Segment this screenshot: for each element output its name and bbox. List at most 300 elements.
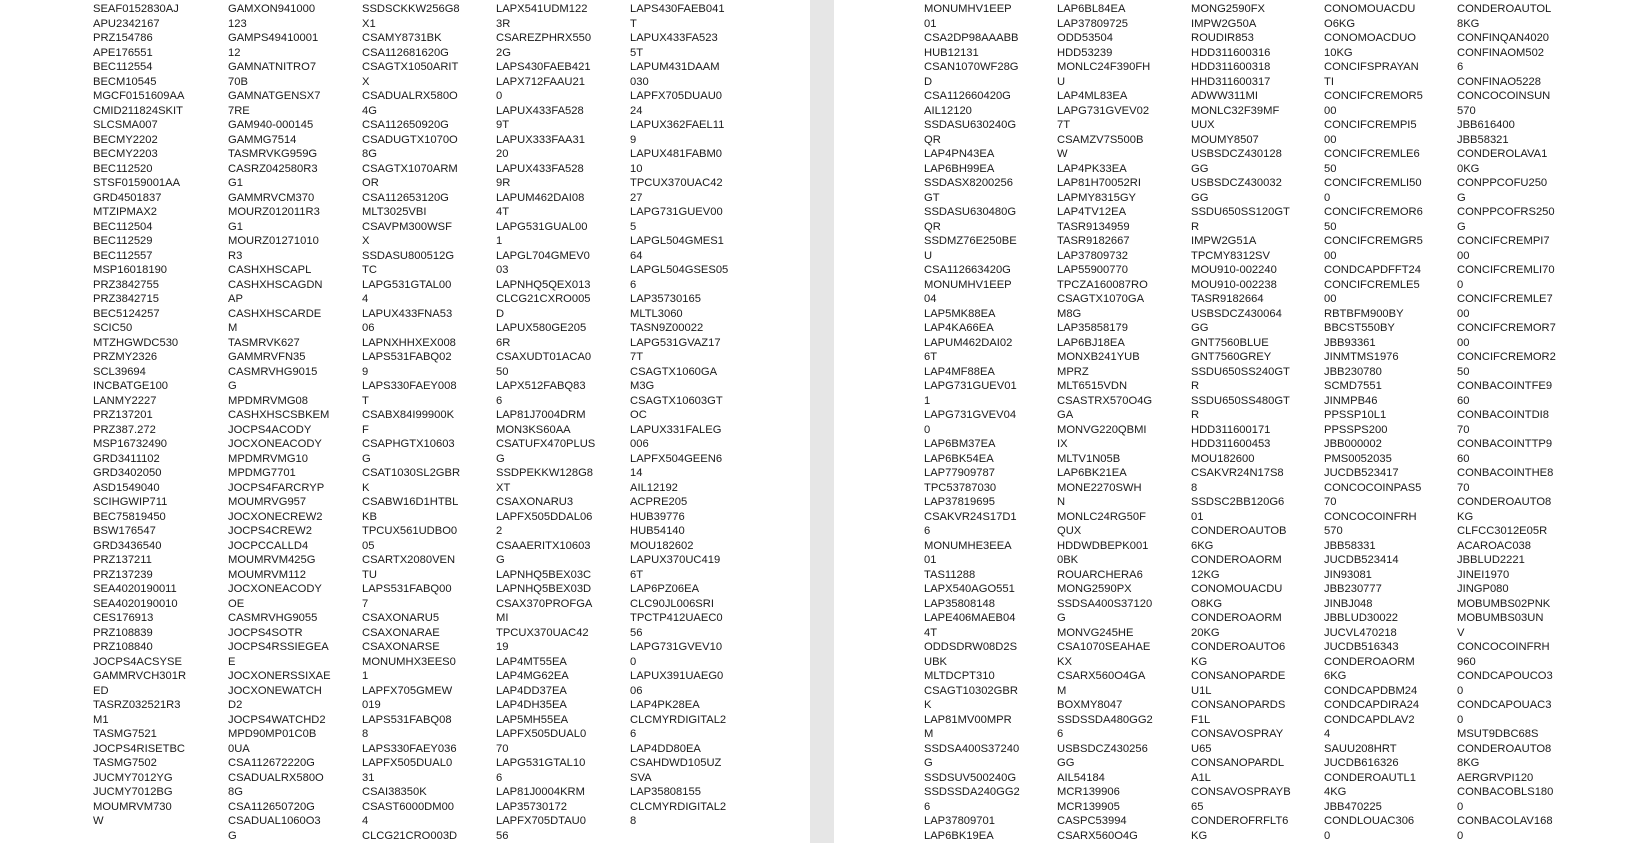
code-line: 10 (630, 162, 643, 175)
code-line: G (496, 554, 505, 566)
code-line: BEC5124257 (93, 307, 160, 320)
code-line: STSF0159001AA (93, 177, 181, 189)
code-line: CSAI38350K (362, 786, 427, 798)
code-line: K (362, 481, 370, 494)
code-line: 6KG (1191, 539, 1214, 552)
code-line: CSAXONARU3 (496, 496, 574, 508)
code-line: CSAN1070WF28G (924, 61, 1019, 73)
code-line: X1 (362, 17, 376, 30)
code-line: SVA (630, 771, 652, 784)
code-line: LAPX712FAAU21 (496, 75, 585, 88)
code-line: 3R (496, 17, 511, 30)
code-line: LAPG531GUAL00 (496, 220, 588, 233)
code-line: 123 (228, 17, 247, 30)
code-line: 31 (362, 771, 375, 784)
code-line: D (924, 75, 933, 88)
code-line: 56 (496, 829, 509, 842)
code-line: R (1191, 380, 1200, 392)
code-line: JOCPS4CREW2 (228, 525, 312, 537)
code-line: LAPS330FAEY008 (362, 380, 457, 392)
code-line: GG (1191, 162, 1209, 175)
code-line: CONDEROAUTL1 (1324, 771, 1417, 784)
code-line: CONDEROLAVA1 (1457, 148, 1548, 160)
code-line: CSAXONARAE (362, 626, 440, 639)
code-line: 6 (1057, 728, 1064, 740)
code-line: 4G (362, 104, 377, 117)
code-line: CSAKVR24S17D1 (924, 510, 1017, 523)
code-line: M1 (93, 713, 109, 726)
code-line: LAPUX331FALEG (630, 423, 722, 436)
code-line: LAP6BH99EA (924, 162, 995, 175)
code-line: LAPG731GVEV10 (630, 641, 723, 653)
code-line: KG (1191, 829, 1208, 842)
code-line: LAPG531GTAL10 (496, 757, 586, 769)
code-line: LAPUM462DAI02 (924, 336, 1013, 349)
code-line: 00 (1324, 133, 1337, 146)
code-line: CONFINQAN4020 (1457, 32, 1550, 44)
code-line: LAPFX505DDAL06 (496, 510, 593, 523)
left-column-5 (630, 2, 728, 829)
code-line: 70B (228, 75, 248, 88)
code-line: CASPC53994 (1057, 815, 1127, 827)
code-line: LAP81MV00MPR (924, 713, 1012, 726)
code-line: CONDEROAORM (1324, 655, 1415, 668)
code-line: CONDEROAUTO8 (1457, 742, 1552, 755)
code-line: JINMTMS1976 (1324, 351, 1399, 363)
code-line: SSDASU630480G (924, 206, 1017, 218)
code-line: LANMY2227 (93, 394, 157, 407)
code-line: 0 (1457, 800, 1464, 813)
code-line: LAP37809701 (924, 815, 995, 827)
code-line: CSARTX2080VEN (362, 554, 456, 566)
code-line: 70 (496, 742, 509, 755)
code-line: 0 (630, 655, 637, 668)
code-line: 4T (924, 626, 938, 639)
code-line: QR (924, 133, 941, 146)
code-line: LAP4PK33EA (1057, 162, 1127, 175)
code-line: E (228, 655, 236, 668)
code-line: 64 (630, 249, 643, 262)
code-line: JOCXONEACODY (228, 438, 322, 450)
code-line: CASHXHSCAPL (228, 264, 312, 276)
code-line: BEC112529 (93, 235, 153, 247)
code-line: CONBACOINTTP9 (1457, 438, 1553, 450)
code-line: MONUMHV1EEP (924, 278, 1012, 291)
code-line: MOUMRVM112 (228, 568, 306, 581)
code-line: CASHXHSCARDE (228, 307, 322, 320)
code-line: G (1457, 191, 1466, 204)
code-line: SEA4020190010 (93, 597, 178, 610)
code-line: LAP6BM37EA (924, 438, 996, 450)
code-line: GG (1057, 757, 1075, 769)
code-line: CONDEROAORM (1191, 554, 1282, 566)
code-line: LAPG531GVAZ17 (630, 336, 721, 349)
code-line: HDD53239 (1057, 46, 1113, 59)
code-line: TAS11288 (924, 568, 976, 581)
code-line: LAP6BK21EA (1057, 467, 1127, 479)
right-column-2 (1057, 2, 1153, 843)
code-line: 14 (630, 467, 643, 479)
code-line: MOUMRVM425G (228, 554, 316, 566)
code-line: CONBACOLAV168 (1457, 815, 1553, 827)
code-line: JBB93361 (1324, 336, 1376, 349)
code-line: AP (228, 293, 243, 305)
code-line: 4 (362, 815, 369, 827)
code-line: SEA4020190011 (93, 583, 177, 595)
code-line: LAP35858179 (1057, 322, 1128, 334)
code-line: AIL54184 (1057, 771, 1105, 784)
code-line: SEAF0152830AJ (93, 3, 179, 15)
code-line: 6R (496, 336, 511, 349)
code-line: CSAST6000DM00 (362, 800, 455, 813)
code-line: GG (1191, 191, 1209, 204)
code-line: JOCPS4WATCHD2 (228, 713, 326, 726)
code-line: MOUMRVM730 (93, 800, 172, 813)
code-line: CONCOCOINFRH (1457, 641, 1550, 653)
code-line: CSAXONARSE (362, 641, 440, 653)
code-line: 4 (362, 293, 369, 305)
code-line: CONDEROFRFLT6 (1191, 815, 1289, 827)
code-line: JOCXONEACODY (228, 583, 322, 595)
code-line: CONCOCOINSUN (1457, 90, 1551, 102)
code-line: CONCIFCREMOR6 (1324, 206, 1423, 218)
code-line: 8 (630, 815, 637, 827)
code-line: AIL12120 (924, 104, 972, 117)
code-line: LAP4PK28EA (630, 699, 700, 711)
code-line: 56 (630, 626, 643, 639)
code-line: JUCDB516343 (1324, 641, 1399, 653)
code-line: 8 (362, 728, 369, 740)
code-line: 0 (1457, 278, 1464, 291)
code-line: MOUMY8507 (1191, 133, 1259, 146)
code-line: CSADUAL1060O3 (228, 815, 321, 827)
code-line: GRD3411102 (93, 452, 160, 465)
code-line: TPCUX370UAC42 (630, 177, 723, 189)
code-line: 0KG (1457, 162, 1480, 175)
code-line: D2 (228, 699, 243, 711)
code-line: LAP35808148 (924, 597, 995, 610)
code-line: GA (1057, 409, 1074, 421)
code-line: MPD90MP01C0B (228, 728, 317, 740)
code-line: BEC112557 (93, 249, 153, 262)
code-line: LAPG531GTAL00 (362, 278, 452, 291)
code-line: CONDCAPDIRA24 (1324, 699, 1420, 711)
code-line: TASRZ032521R3 (93, 699, 181, 711)
code-line: MONG2590PX (1057, 583, 1132, 595)
code-line: JOCPS4RISETBC (93, 742, 186, 755)
code-line: CONCIFSPRAYAN (1324, 61, 1419, 73)
code-line: AERGRVPI120 (1457, 771, 1534, 784)
code-line: BEC112520 (93, 162, 153, 175)
code-line: JUCMY7012BG (93, 786, 173, 798)
code-line: MONG2590FX (1191, 3, 1265, 15)
code-line: TPCUX370UAC42 (496, 626, 589, 639)
right-column-3 (1191, 2, 1291, 843)
code-line: BEC112504 (93, 220, 153, 233)
code-line: CSAGTX1060GA (630, 365, 718, 378)
code-line: OC (630, 409, 647, 421)
code-line: TPCUX561UDBO0 (362, 525, 458, 537)
code-line: IX (1057, 438, 1068, 450)
code-line: LAPGL704GMEV0 (496, 249, 590, 262)
code-line: 0BK (1057, 554, 1079, 566)
code-line: LAPNXHHXEX008 (362, 336, 456, 349)
code-line: CSA2DP98AAABB (924, 32, 1019, 44)
code-line: TPCTP412UAEC0 (630, 612, 723, 624)
code-line: 1 (496, 235, 503, 247)
code-line: TASMRVK627 (228, 336, 300, 349)
right-page (834, 0, 1628, 843)
code-line: CASHXHSCAGDN (228, 278, 323, 291)
code-line: MOBUMBS02PNK (1457, 597, 1551, 610)
code-line: CSA112653120G (362, 191, 449, 204)
code-line: LAP6BK54EA (924, 452, 994, 465)
code-line: PPSSP10L1 (1324, 409, 1387, 421)
code-line: LAP37809725 (1057, 17, 1128, 30)
code-line: TASMG7521 (93, 728, 157, 740)
code-line: GAMMRVFN35 (228, 351, 306, 363)
code-line: V (1457, 626, 1465, 639)
code-line: LAPUX580GE205 (496, 322, 587, 334)
code-line: MPDMRVMG08 (228, 394, 308, 407)
code-line: CSAGTX10603GT (630, 394, 723, 407)
code-line: 20KG (1191, 626, 1220, 639)
code-line: MONUMHE3EEA (924, 539, 1012, 552)
code-line: TASMG7502 (93, 757, 157, 769)
code-line: JBB58321 (1457, 133, 1509, 146)
code-line: SSDMZ76E250BE (924, 235, 1017, 247)
code-line: MOU910-002238 (1191, 278, 1277, 291)
code-line: PRZ3842755 (93, 278, 159, 291)
code-line: TU (362, 568, 377, 581)
code-line: ROUDIR853 (1191, 32, 1254, 44)
code-line: LAP4TV12EA (1057, 206, 1127, 218)
code-line: CES176913 (93, 612, 154, 624)
code-line: TC (362, 264, 377, 276)
code-line: CSAMZV7S500B (1057, 133, 1144, 146)
code-line: LAPX540AGO551 (924, 583, 1015, 595)
code-line: CSAAERITX10603 (496, 539, 591, 552)
code-line: F (362, 423, 369, 436)
code-line: 60 (1457, 394, 1470, 407)
code-line: 5 (630, 220, 637, 233)
code-line: OR (362, 177, 379, 189)
code-line: MLTV1N05B (1057, 452, 1121, 465)
code-line: CONCOCOINFRH (1324, 510, 1417, 523)
code-line: JBB230777 (1324, 583, 1382, 595)
code-line: 01 (1191, 510, 1204, 523)
code-line: LAPGL504GSES05 (630, 264, 729, 276)
code-line: TI (1324, 75, 1334, 88)
code-line: CONBACOBLS180 (1457, 786, 1554, 798)
left-column-4 (496, 2, 595, 843)
code-line: G1 (228, 177, 243, 189)
code-line: MLT3025VBI (362, 206, 427, 218)
code-line: CONSANOPARDL (1191, 757, 1285, 769)
code-line: CSA112672220G (228, 757, 315, 769)
code-line: JBB000002 (1324, 438, 1382, 450)
code-line: SSDSA400S37120 (1057, 597, 1153, 610)
code-line: 6 (924, 525, 931, 537)
code-line: CONOMOUACDU (1324, 3, 1416, 15)
code-line: USBSDCZ430256 (1057, 742, 1148, 755)
code-line: LAP81J7004DRM (496, 409, 586, 421)
left-column-3 (362, 2, 460, 843)
code-line: T (362, 394, 369, 407)
right-column-5 (1457, 2, 1556, 843)
code-line: PRZ108840 (93, 641, 153, 653)
code-line: CONBACOINTHE8 (1457, 467, 1554, 479)
code-line: PRZ137211 (93, 554, 152, 566)
code-line: 570 (1324, 525, 1343, 537)
code-line: HUB39776 (630, 510, 685, 523)
code-line: 12 (228, 46, 241, 59)
code-line: HDDWDBEPK001 (1057, 539, 1149, 552)
code-line: PRZMY2326 (93, 351, 158, 363)
code-line: 10KG (1324, 46, 1353, 59)
code-line: 6KG (1324, 670, 1347, 682)
code-line: 00 (1324, 293, 1337, 305)
code-line: CSAX370PROFGA (496, 597, 593, 610)
code-line: 50 (1324, 220, 1337, 233)
code-line: ADWW311MI (1191, 90, 1258, 102)
code-line: LAPS330FAEY036 (362, 742, 457, 755)
code-line: JBB616400 (1457, 119, 1515, 131)
code-line: 70 (1324, 496, 1337, 508)
code-line: TASR9182664 (1191, 293, 1264, 305)
code-line: 8G (228, 786, 243, 798)
code-line: CONDLOUAC306 (1324, 815, 1415, 827)
code-line: U1L (1191, 684, 1212, 697)
code-line: CONDCAPOUCO3 (1457, 670, 1553, 682)
code-line: X (362, 75, 370, 88)
code-line: SSDPEKKW128G8 (496, 467, 594, 479)
code-line: LAP4MT55EA (496, 655, 567, 668)
code-line: JOCXONEWATCH (228, 684, 322, 697)
code-line: 7 (362, 597, 369, 610)
code-line: CONBACOINTDI8 (1457, 409, 1549, 421)
code-line: XT (496, 481, 511, 494)
code-line: CSAREZPHRX550 (496, 32, 592, 44)
code-line: CSAGT10302GBR (924, 684, 1018, 697)
code-line: SSDU650SS240GT (1191, 365, 1290, 378)
code-line: 20 (496, 148, 509, 160)
code-line: GT (924, 191, 940, 204)
code-line: MONVG220QBMI (1057, 423, 1147, 436)
code-line: LAP37819695 (924, 496, 995, 508)
code-line: CSAPHGTX10603 (362, 438, 455, 450)
code-line: CSAHDWD105UZ (630, 757, 722, 769)
code-line: JINGP080 (1457, 583, 1509, 595)
code-line: 0 (1457, 713, 1464, 726)
code-line: CSAXUDT01ACA0 (496, 351, 592, 363)
code-line: 01 (924, 17, 937, 30)
code-line: SSDU650SS480GT (1191, 394, 1290, 407)
code-line: MSUT9DBC68S (1457, 728, 1539, 740)
code-line: G (228, 829, 237, 842)
code-line: 006 (630, 438, 649, 450)
code-line: ODD53504 (1057, 32, 1113, 44)
code-line: LAP4MG62EA (496, 670, 569, 682)
code-line: 5T (630, 46, 644, 59)
code-line: SSDASU630240G (924, 119, 1017, 131)
code-line: 06 (362, 322, 375, 334)
code-line: JOCXONERSSIXAE (228, 670, 331, 682)
code-line: MPRZ (1057, 365, 1089, 378)
code-line: IMPW2G51A (1191, 235, 1257, 247)
code-line: LAP37809732 (1057, 249, 1128, 262)
code-line: JINEI1970 (1457, 568, 1510, 581)
code-line: JBB230780 (1324, 365, 1382, 378)
code-line: LAPX512FABQ83 (496, 380, 586, 392)
code-line: LAP6BJ18EA (1057, 336, 1125, 349)
code-line: 2G (496, 46, 511, 59)
code-line: 9T (496, 119, 510, 131)
code-line: AIL12192 (630, 481, 678, 494)
code-line: CSA1070SEAHAE (1057, 641, 1151, 653)
code-line: 4 (1324, 728, 1331, 740)
code-line: PRZ137239 (93, 568, 153, 581)
code-line: 50 (1457, 365, 1470, 378)
code-line: MGCF0151609AA (93, 90, 185, 102)
right-column-1 (924, 2, 1020, 843)
code-line: 1 (924, 394, 931, 407)
code-line: LAPUM462DAI08 (496, 191, 585, 204)
code-line: CSAMY8731BK (362, 32, 442, 44)
code-line: IMPW2G50A (1191, 17, 1257, 30)
code-line: R3 (228, 249, 243, 262)
code-line: CSADUALRX580O (228, 771, 324, 784)
code-line: LAP55900770 (1057, 264, 1128, 276)
code-line: HUB12131 (924, 46, 979, 59)
code-line: JOCPS4ACSYSE (93, 655, 182, 668)
code-line: 04 (924, 293, 937, 305)
code-line: 4T (496, 206, 510, 218)
code-line: 0 (1324, 191, 1331, 204)
code-line: SSDSCKKW256G8 (362, 3, 460, 15)
code-line: PPSSPS200 (1324, 423, 1388, 436)
code-line: 6 (630, 278, 637, 291)
code-line: 03 (496, 264, 509, 276)
code-line: CONOMOACDUO (1324, 32, 1416, 44)
code-line: CMID211824SKIT (93, 104, 183, 117)
code-line: USBSDCZ430064 (1191, 307, 1282, 320)
code-line: GRD4501837 (93, 191, 162, 204)
code-line: LAP6BL84EA (1057, 3, 1126, 15)
code-line: M3G (630, 380, 655, 392)
code-line: G (1057, 612, 1066, 624)
code-line: TASR9134959 (1057, 220, 1130, 233)
code-line: 8KG (1457, 757, 1480, 769)
code-line: 6T (630, 568, 644, 581)
code-line: 27 (630, 191, 643, 204)
code-line: G1 (228, 220, 243, 233)
code-line: CONFINAO5228 (1457, 75, 1541, 88)
code-line: 0 (924, 423, 931, 436)
code-line: CSAGTX1070GA (1057, 293, 1145, 305)
code-line: O6KG (1324, 17, 1356, 30)
code-line: LAP81H70052RI (1057, 177, 1141, 189)
code-line: BECMY2202 (93, 133, 158, 146)
code-line: CASHXHSCSBKEM (228, 409, 330, 421)
code-line: BEC75819450 (93, 510, 166, 523)
code-line: MONXB241YUB (1057, 351, 1140, 363)
code-line: TASN9Z00022 (630, 322, 704, 334)
code-line: HDD311600171 (1191, 423, 1271, 436)
code-line: 7RE (228, 104, 250, 117)
code-line: 8KG (1457, 17, 1480, 30)
code-line: O8KG (1191, 597, 1223, 610)
